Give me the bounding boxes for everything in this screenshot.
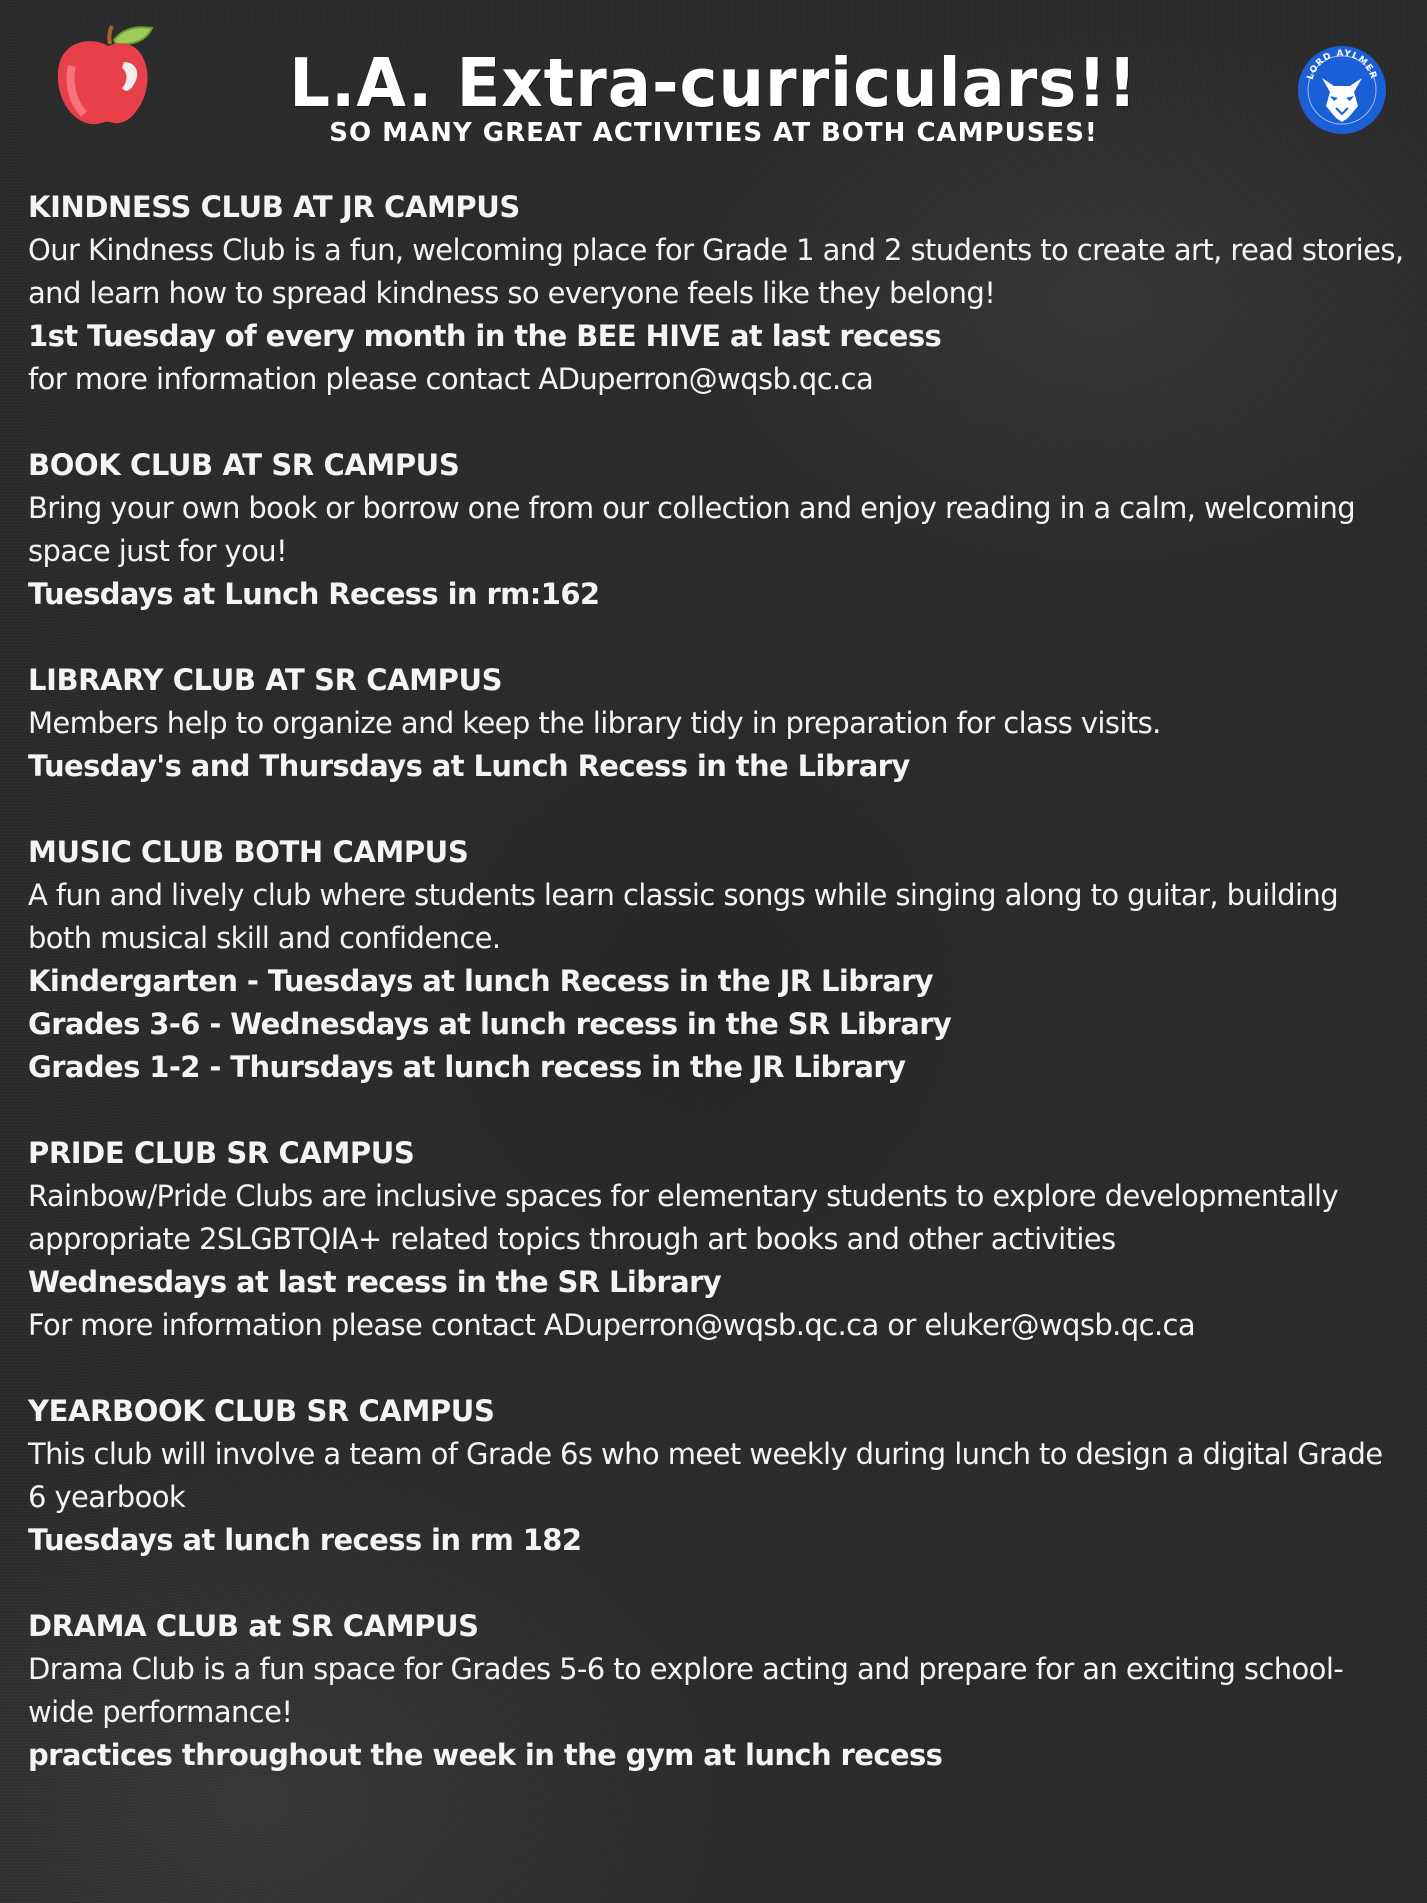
club-description: Rainbow/Pride Clubs are inclusive spaces for elementary students to explore developmentally appropriate 2SLGBTQIA+ related topics through art books and other activities (28, 1179, 1339, 1256)
poster-subtitle: SO MANY GREAT ACTIVITIES AT BOTH CAMPUSES! (329, 118, 1098, 148)
poster-header (0, 0, 1427, 170)
club-contact: For more information please contact ADuperron@wqsb.qc.ca or eluker@wqsb.qc.ca (28, 1308, 1196, 1342)
club-drama (28, 1605, 1408, 1777)
club-schedule-grades-1-2: Grades 1-2 - Thursdays at lunch recess in the JR Library (28, 1050, 906, 1084)
club-name: YEARBOOK CLUB SR CAMPUS (28, 1394, 495, 1428)
club-description: This club will involve a team of Grade 6s who meet weekly during lunch to design a digital Grade 6 yearbook (28, 1437, 1383, 1514)
lord-aylmer-lynx-logo (1296, 44, 1388, 136)
club-name: BOOK CLUB AT SR CAMPUS (28, 448, 460, 482)
clubs-list (28, 186, 1408, 1820)
club-schedule-grades-3-6: Grades 3-6 - Wednesdays at lunch recess in the SR Library (28, 1007, 952, 1041)
club-schedule: Tuesdays at lunch recess in rm 182 (28, 1523, 582, 1557)
club-schedule: 1st Tuesday of every month in the BEE HIVE at last recess (28, 319, 942, 353)
svg-text:LORD AYLMER: LORD AYLMER (1305, 48, 1379, 81)
club-schedule: practices throughout the week in the gym at lunch recess (28, 1738, 943, 1772)
club-schedule: Tuesdays at Lunch Recess in rm:162 (28, 577, 600, 611)
club-name: LIBRARY CLUB AT SR CAMPUS (28, 663, 503, 697)
club-description: Bring your own book or borrow one from our collection and enjoy reading in a calm, welcoming space just for you! (28, 491, 1356, 568)
club-yearbook (28, 1390, 1408, 1562)
club-description: Drama Club is a fun space for Grades 5-6 to explore acting and prepare for an exciting school-wide performance! (28, 1652, 1344, 1729)
club-schedule: Tuesday's and Thursdays at Lunch Recess in the Library (28, 749, 910, 783)
club-description: Members help to organize and keep the library tidy in preparation for class visits. (28, 706, 1161, 740)
club-name: MUSIC CLUB BOTH CAMPUS (28, 835, 469, 869)
club-schedule-kindergarten: Kindergarten - Tuesdays at lunch Recess in the JR Library (28, 964, 934, 998)
club-book (28, 444, 1408, 616)
poster-title: L.A. Extra-curriculars!! (289, 45, 1138, 123)
club-kindness (28, 186, 1408, 401)
club-contact: for more information please contact ADuperron@wqsb.qc.ca (28, 362, 874, 396)
club-name: KINDNESS CLUB AT JR CAMPUS (28, 190, 520, 224)
club-schedule: Wednesdays at last recess in the SR Library (28, 1265, 722, 1299)
club-pride (28, 1132, 1408, 1347)
club-description: A fun and lively club where students learn classic songs while singing along to guitar, building both musical skill and confidence. (28, 878, 1339, 955)
club-music (28, 831, 1408, 1089)
club-name: DRAMA CLUB at SR CAMPUS (28, 1609, 479, 1643)
club-description: Our Kindness Club is a fun, welcoming place for Grade 1 and 2 students to create art, read stories, and learn how to spread kindness so everyone feels like they belong! (28, 233, 1404, 310)
club-library (28, 659, 1408, 788)
club-name: PRIDE CLUB SR CAMPUS (28, 1136, 415, 1170)
